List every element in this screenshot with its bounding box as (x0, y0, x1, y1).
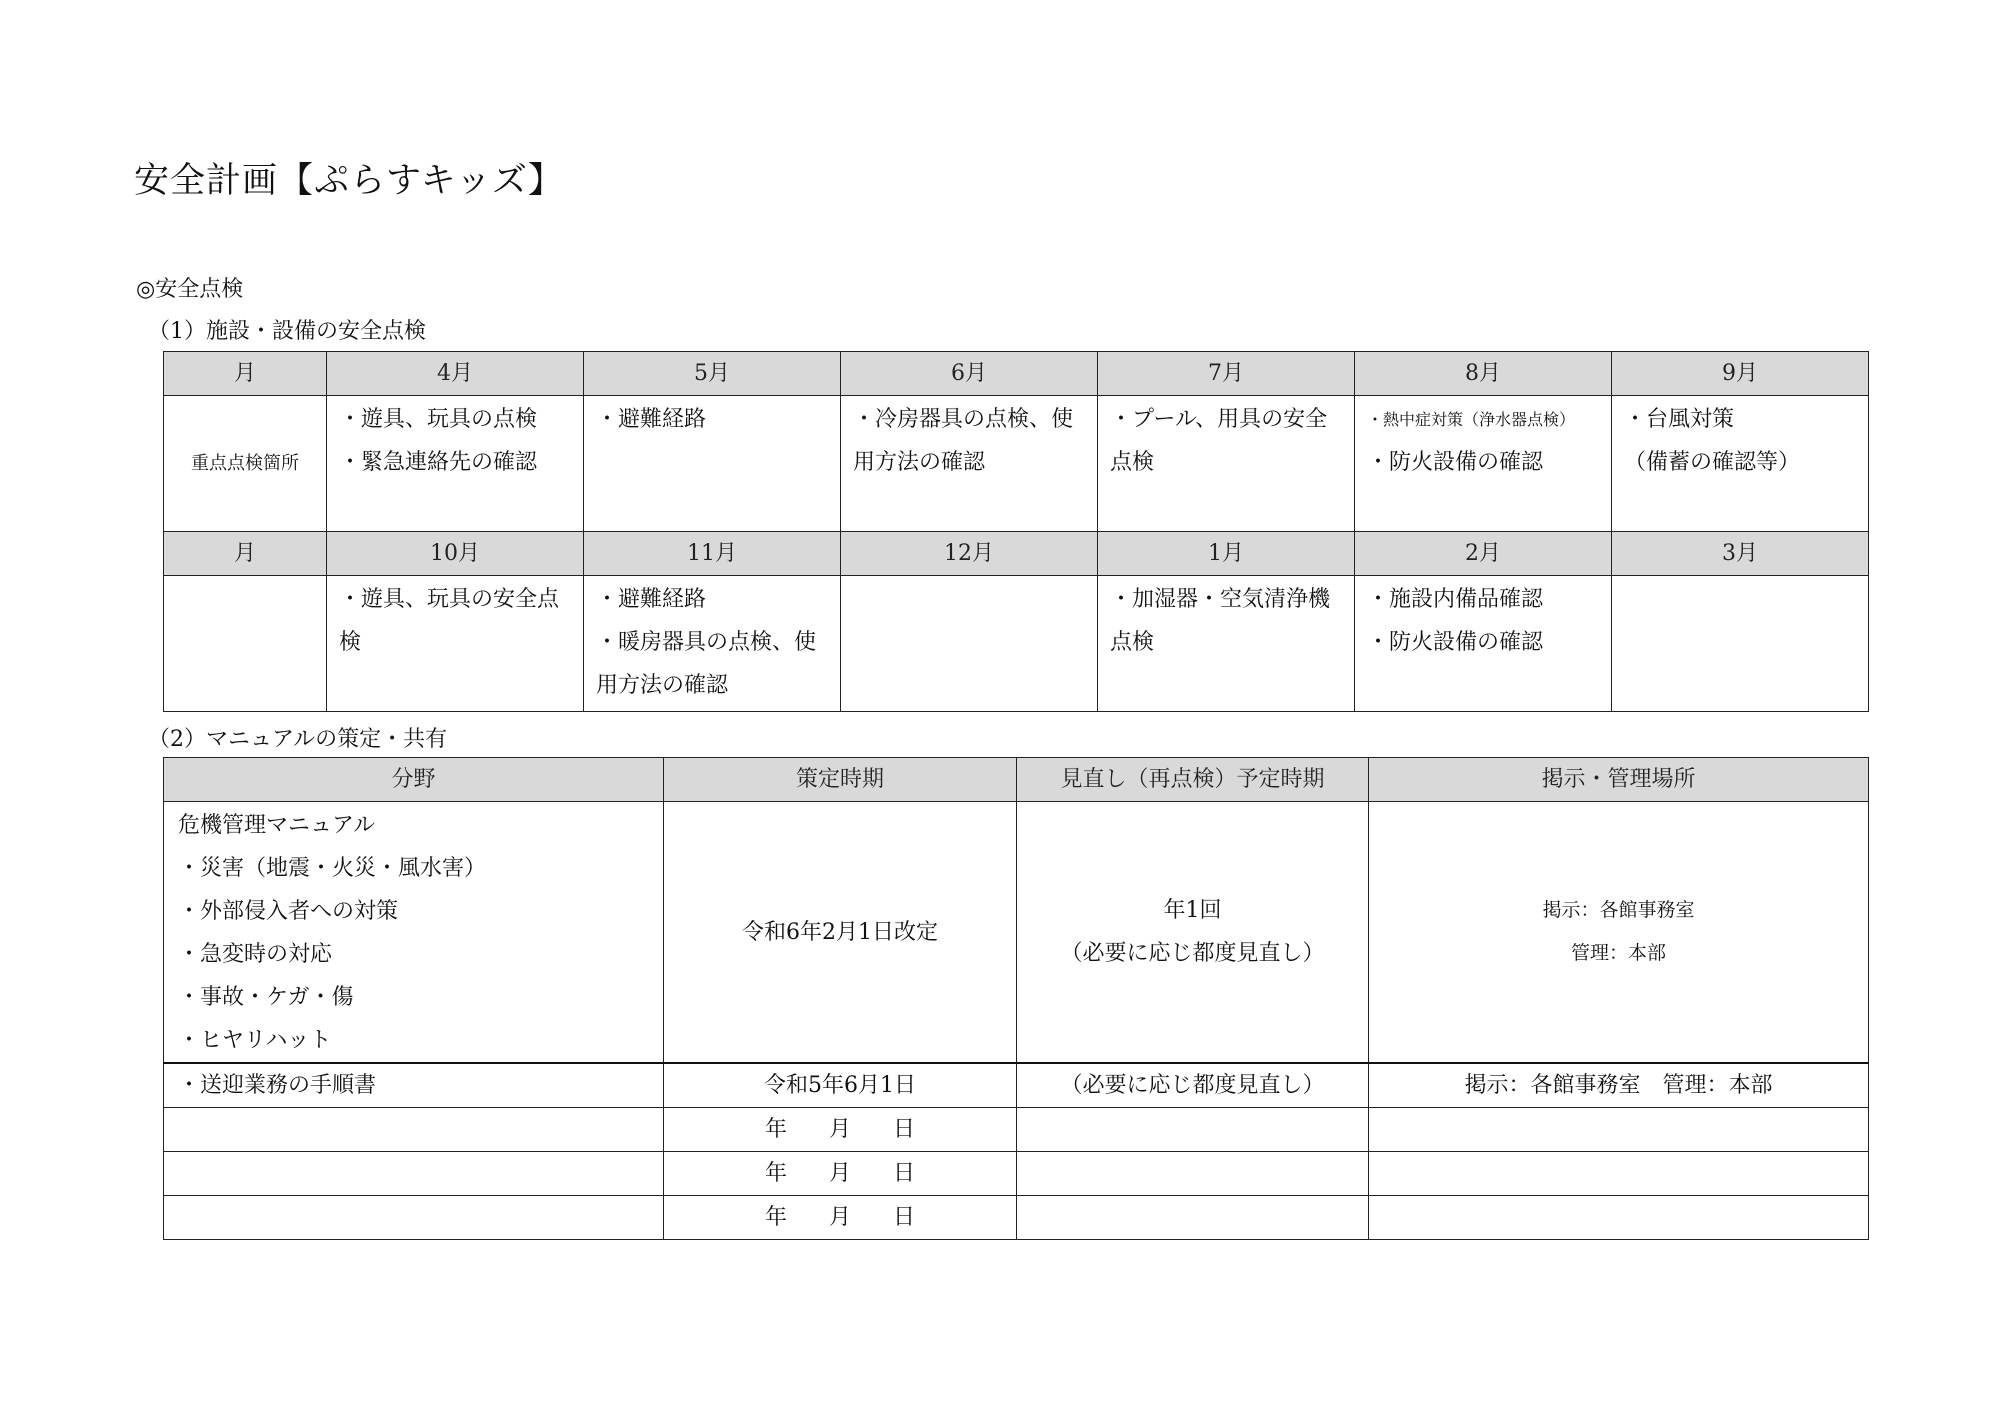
review-cell-empty (1017, 1152, 1369, 1196)
month-header: 5月 (584, 352, 841, 396)
inspection-item: ・避難経路 (596, 407, 707, 432)
manual-header-row (164, 758, 1869, 802)
date-placeholder-cell (664, 1196, 1017, 1240)
inspection-cell (841, 396, 1098, 532)
place-cell (1369, 802, 1869, 1064)
page-title: 安全計画【ぷらすキッズ】 (134, 161, 564, 201)
month-header: 7月 (1098, 352, 1355, 396)
review-line: 年1回 (1163, 898, 1222, 923)
inspection-cell-empty (841, 576, 1098, 712)
inspection-cell (327, 576, 584, 712)
manual-empty-row (164, 1108, 1869, 1152)
inspection-cell (1612, 396, 1869, 532)
inspection-item: （備蓄の確認等） (1624, 450, 1801, 475)
manual-item: ・外部侵入者への対策 (178, 899, 399, 924)
date-cell: 令和6年2月1日改定 (664, 802, 1017, 1064)
month-header: 9月 (1612, 352, 1869, 396)
inspection-item: ・遊具、玩具の点検 (339, 407, 538, 432)
month-header: 1月 (1098, 532, 1355, 576)
inspection-cell-empty (1612, 576, 1869, 712)
inspection-item: 点検 (1110, 450, 1155, 475)
inspection-items-row-b (164, 576, 1869, 712)
inspection-cell (1098, 576, 1355, 712)
review-cell (1017, 802, 1369, 1064)
header-date: 策定時期 (664, 758, 1017, 802)
month-header: 12月 (841, 532, 1098, 576)
inspection-item: 用方法の確認 (596, 673, 729, 698)
year-label: 年 (764, 1205, 787, 1230)
place-cell-empty (1369, 1108, 1869, 1152)
month-label: 月 (164, 352, 327, 396)
inspection-cell (1098, 396, 1355, 532)
inspection-cell (1355, 396, 1612, 532)
manual-empty-row (164, 1152, 1869, 1196)
inspection-item: ・遊具、玩具の安全点 (339, 587, 560, 612)
month-header: 8月 (1355, 352, 1612, 396)
inspection-item: ・加湿器・空気清浄機 (1110, 587, 1331, 612)
inspection-items-row-a (164, 396, 1869, 532)
inspection-item: ・防火設備の確認 (1367, 630, 1544, 655)
inspection-item: ・熱中症対策（浄水器点検） (1367, 410, 1576, 429)
year-label: 年 (764, 1161, 787, 1186)
month-header: 3月 (1612, 532, 1869, 576)
manual-empty-row (164, 1196, 1869, 1240)
manual-item: ・急変時の対応 (178, 942, 333, 967)
month-header-row-b (164, 532, 1869, 576)
manual-heading: （2）マニュアルの策定・共有 (148, 727, 448, 752)
field-cell-empty (164, 1108, 664, 1152)
inspection-item: ・緊急連絡先の確認 (339, 450, 538, 475)
manual-item: ・災害（地震・火災・風水害） (178, 856, 487, 881)
header-field: 分野 (164, 758, 664, 802)
day-label: 日 (892, 1205, 915, 1230)
manual-table (163, 757, 1869, 1240)
day-label: 日 (892, 1161, 915, 1186)
month-label: 月 (164, 532, 327, 576)
manual-title: 危機管理マニュアル (178, 813, 376, 838)
inspection-item: ・施設内備品確認 (1367, 587, 1544, 612)
month-header: 6月 (841, 352, 1098, 396)
inspection-cell (584, 576, 841, 712)
month-header-row-a (164, 352, 1869, 396)
inspection-item: ・冷房器具の点検、使 (853, 407, 1074, 432)
inspection-item: 用方法の確認 (853, 450, 986, 475)
inspection-cell (327, 396, 584, 532)
inspection-cell (584, 396, 841, 532)
date-cell: 令和5年6月1日 (664, 1063, 1017, 1108)
month-unit-label: 月 (828, 1117, 851, 1142)
row-label-empty (164, 576, 327, 712)
header-place: 掲示・管理場所 (1369, 758, 1869, 802)
day-label: 日 (892, 1117, 915, 1142)
place-cell: 掲示：各館事務室 管理：本部 (1369, 1063, 1869, 1108)
year-label: 年 (764, 1117, 787, 1142)
manual-row (164, 802, 1869, 1064)
inspection-item: 検 (339, 630, 362, 655)
review-line: （必要に応じ都度見直し） (1060, 941, 1325, 966)
section-heading: ◎安全点検 (136, 277, 244, 302)
date-placeholder-cell (664, 1108, 1017, 1152)
field-cell-empty (164, 1196, 664, 1240)
inspection-item: ・防火設備の確認 (1367, 450, 1544, 475)
review-cell: （必要に応じ都度見直し） (1017, 1063, 1369, 1108)
review-cell-empty (1017, 1108, 1369, 1152)
inspection-item: ・暖房器具の点検、使 (596, 630, 817, 655)
month-header: 4月 (327, 352, 584, 396)
inspection-heading: （1）施設・設備の安全点検 (148, 319, 426, 344)
manual-item: ・事故・ケガ・傷 (178, 985, 354, 1010)
inspection-item: ・避難経路 (596, 587, 707, 612)
inspection-item: ・台風対策 (1624, 407, 1735, 432)
month-unit-label: 月 (828, 1205, 851, 1230)
field-cell-empty (164, 1152, 664, 1196)
place-line: 管理：本部 (1570, 942, 1666, 964)
inspection-table (163, 351, 1869, 712)
inspection-item: 点検 (1110, 630, 1155, 655)
manual-item: ・ヒヤリハット (178, 1028, 332, 1053)
place-line: 掲示：各館事務室 (1542, 899, 1695, 921)
field-cell: ・送迎業務の手順書 (164, 1063, 664, 1108)
date-placeholder-cell (664, 1152, 1017, 1196)
place-cell-empty (1369, 1196, 1869, 1240)
header-review: 見直し（再点検）予定時期 (1017, 758, 1369, 802)
inspection-item: ・プール、用具の安全 (1110, 407, 1328, 432)
row-label: 重点点検箇所 (164, 396, 327, 532)
month-unit-label: 月 (828, 1161, 851, 1186)
month-header: 11月 (584, 532, 841, 576)
place-cell-empty (1369, 1152, 1869, 1196)
manual-row (164, 1063, 1869, 1108)
month-header: 10月 (327, 532, 584, 576)
review-cell-empty (1017, 1196, 1369, 1240)
month-header: 2月 (1355, 532, 1612, 576)
field-cell (164, 802, 664, 1064)
inspection-cell (1355, 576, 1612, 712)
